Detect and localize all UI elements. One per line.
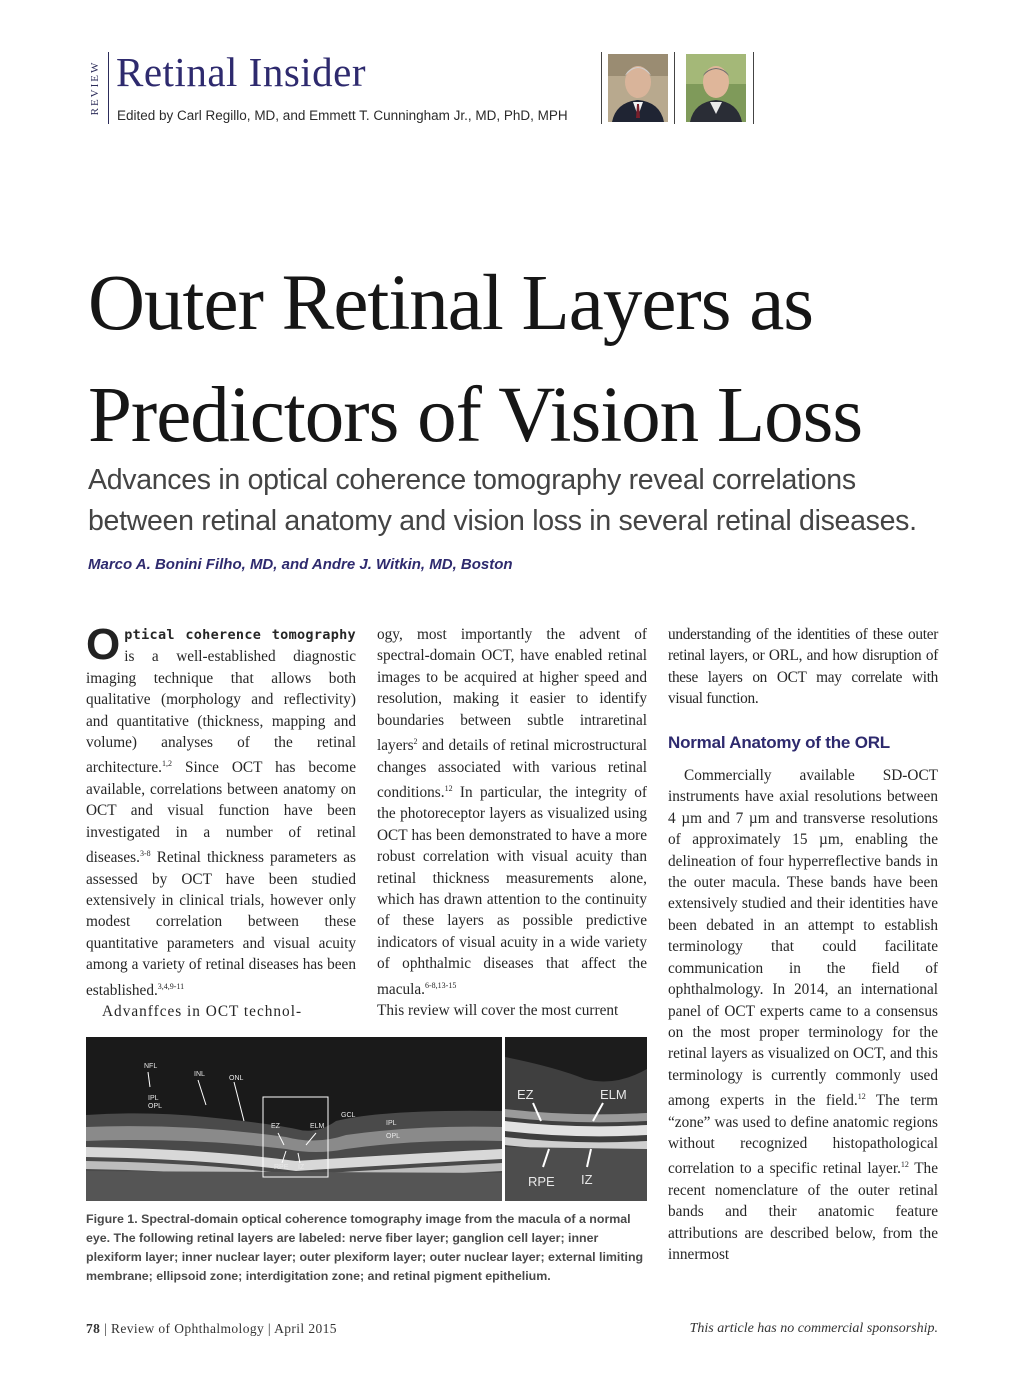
body-column-3 [668, 624, 938, 1266]
body-text: and details of retinal microstructural changes associated with various retinal conditions. [377, 737, 647, 802]
paragraph: Advanffces in OCT technol- [102, 1003, 303, 1021]
lead-in: ptical coherence tomography [124, 627, 356, 643]
figure-label: NFL [144, 1063, 158, 1070]
figure-label: RPE [528, 1174, 555, 1189]
citation: 1,2 [162, 759, 173, 769]
page-footer: 78 | Review of Ophthalmology | April 2015 [86, 1321, 337, 1336]
figure-label: ONL [229, 1075, 244, 1082]
figure-label: IPL [148, 1095, 159, 1102]
issue-date: April 2015 [274, 1321, 337, 1336]
figure-label: OPL [148, 1103, 163, 1110]
body-column-2 [377, 624, 647, 1022]
photo-divider [674, 52, 675, 124]
citation: 12 [857, 1092, 866, 1102]
citation: 2 [413, 737, 418, 747]
figure-label: ELM [600, 1087, 627, 1102]
figure-label: GCL [341, 1112, 356, 1119]
figure-caption: Figure 1. Spectral-domain optical coherence tomography image from the macula of a normal eye. The following retinal layers are labeled: nerve fiber layer; ganglion cell layer; inner plexiform layer; inner nuclear layer; outer plexiform layer; outer nuclear layer; external limiting membrane; ellipsoid zone; interdigitation zone; and retinal pigment epithelium. [86, 1212, 644, 1283]
body-text: is a well-established diagnostic imaging technique that allows both qualitative (morphology and reflectivity) and quantitative (thickness, mapping and volume) analyses of the retinal architecture. [86, 648, 356, 777]
oct-scan-zoom [505, 1037, 647, 1201]
figure-label: INL [194, 1071, 205, 1078]
citation: 12 [444, 783, 453, 793]
body-text: The recent nomenclature of the outer retinal bands and their anatomic feature attributions are described below, from the innermost [668, 1160, 938, 1264]
oct-scan-wide [86, 1037, 502, 1201]
figure-label: RPE [274, 1164, 289, 1171]
paragraph [668, 765, 938, 1266]
deck-line: Advances in optical coherence tomography reveal correlations [88, 464, 856, 496]
drop-cap: O [86, 620, 121, 669]
citation: 3,4,9-11 [157, 981, 185, 991]
body-text: Retinal thickness parameters as assessed by OCT have been studied extensively in clinical trials, however only modest correlation between these quantitative parameters and visual acuity among a variety of retinal diseases has been established. [86, 849, 356, 999]
section-tab-label: REVIEW [89, 60, 101, 116]
oct-figure [86, 1037, 647, 1201]
citation: 12 [900, 1160, 909, 1170]
article-deck [88, 460, 968, 542]
paragraph: This review will cover the most current [377, 1002, 619, 1020]
article-title-line: Outer Retinal Layers as [88, 260, 814, 347]
paragraph [377, 624, 647, 1000]
header-divider [108, 52, 109, 124]
body-text: In particular, the integrity of the photoreceptor layers as visualized using OCT has been demonstrated to have a more robust correlation with visual acuity than retinal thickness measurements alone, which has drawn attention to the continuity of these layers as possible predictive indicators of visual acuity in a wide variety of ophthalmic diseases that affect the macula. [377, 784, 647, 998]
figure-label: IZ [581, 1172, 593, 1187]
figure-label: EZ [517, 1087, 534, 1102]
byline: Marco A. Bonini Filho, MD, and Andre J. Witkin, MD, Boston [88, 556, 513, 573]
deck-line: between retinal anatomy and vision loss in several retinal diseases. [88, 505, 917, 537]
photo-divider [601, 52, 602, 124]
article-title-line: Predictors of Vision Loss [88, 372, 863, 459]
figure-label: IPL [386, 1120, 397, 1127]
body-text: Since OCT has become available, correlations between anatomy on OCT and visual function have been investigated in a number of retinal diseases. [86, 759, 356, 867]
citation: 3-8 [139, 849, 151, 859]
photo-divider [753, 52, 754, 124]
editor-photo-cunningham [686, 54, 746, 122]
body-text: Commercially available SD-OCT instruments have axial resolutions between 4 µm and 7 µm and transverse resolutions of approximately 15 µm, enabling the delineation of four hyperreflective bands in the outer macula. These bands have been extensively studied and their identities have been debated in an attempt to establish terminology that could facilitate communication in the field of ophthalmology. In 2014, an international panel of OCT experts came to a consensus on the most proper terminology for the retinal layers as visualized on OCT, and this terminology is currently commonly used among experts in the field. [668, 767, 938, 1110]
body-column-1 [86, 620, 356, 1023]
paragraph [86, 620, 356, 1001]
body-text: ogy, most importantly the advent of spectral-domain OCT, have enabled retinal images to be acquired at higher speed and resolution, making it easier to identify boundaries between subtle intraretinal layers [377, 626, 647, 755]
figure-label: EZ [271, 1123, 280, 1130]
figure-label: OPL [386, 1133, 401, 1140]
publication-name: Review of Ophthalmology [110, 1321, 265, 1336]
page-number: 78 [86, 1321, 101, 1336]
editors-line: Edited by Carl Regillo, MD, and Emmett T. Cunningham Jr., MD, PhD, MPH [117, 108, 568, 123]
citation: 6-8,13-15 [425, 980, 457, 990]
paragraph: understanding of the identities of these outer retinal layers, or ORL, and how disruption of these layers on OCT may correlate with visual function. [668, 626, 938, 708]
editor-photo-regillo [608, 54, 668, 122]
figure-label: IZ [298, 1164, 305, 1171]
sponsorship-note: This article has no commercial sponsorship. [689, 1321, 938, 1336]
body-text: The term “zone” was used to define anatomic regions without recognized histopathological correlation to a specific retinal layer. [668, 1092, 939, 1178]
article-title [88, 248, 968, 472]
figure-label: ELM [310, 1123, 325, 1130]
section-heading: Normal Anatomy of the ORL [668, 732, 890, 752]
section-tab [84, 52, 106, 124]
department-title: Retinal Insider [116, 49, 367, 95]
